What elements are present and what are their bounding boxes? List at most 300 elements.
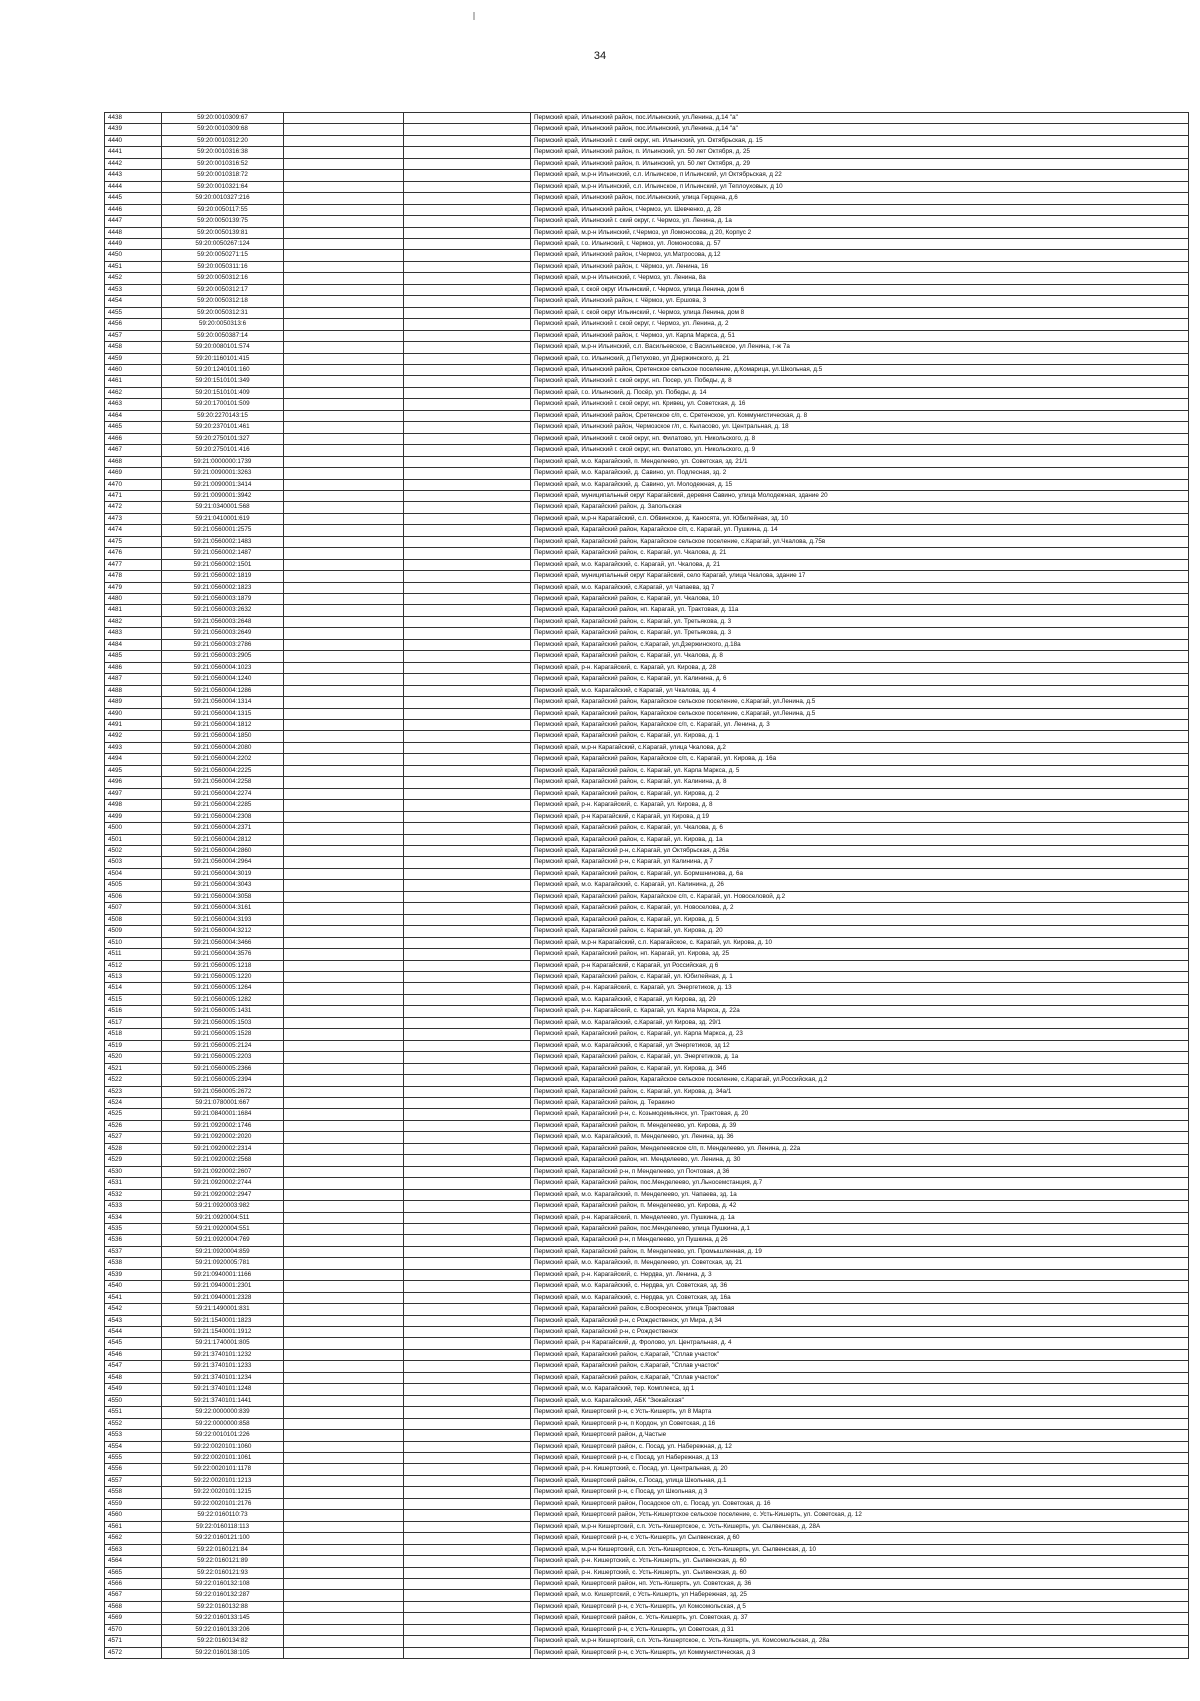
empty-cell <box>404 937 531 948</box>
cadastral-number-cell: 59:21:0920005:781 <box>162 1258 284 1269</box>
cadastral-number-cell: 59:22:0020101:1061 <box>162 1453 284 1464</box>
cadastral-number-cell: 59:22:0020101:1215 <box>162 1487 284 1498</box>
empty-cell <box>404 468 531 479</box>
table-row <box>105 1338 1189 1349</box>
empty-cell <box>404 1120 531 1131</box>
cadastral-number-cell: 59:20:1510101:349 <box>162 376 284 387</box>
table-row <box>105 777 1189 788</box>
table-row <box>105 468 1189 479</box>
table-row <box>105 1613 1189 1624</box>
empty-cell <box>404 445 531 456</box>
cadastral-number-cell: 59:22:0160133:206 <box>162 1624 284 1635</box>
empty-cell <box>284 1246 404 1257</box>
row-number-cell: 4482 <box>105 616 162 627</box>
empty-cell <box>284 571 404 582</box>
row-number-cell: 4534 <box>105 1212 162 1223</box>
empty-cell <box>284 468 404 479</box>
empty-cell <box>404 1430 531 1441</box>
empty-cell <box>284 273 404 284</box>
row-number-cell: 4502 <box>105 846 162 857</box>
address-cell: Пермский край, г. ской округ Ильинский, г. Чермоз, улица Ленина, дом 6 <box>531 284 1189 295</box>
row-number-cell: 4456 <box>105 319 162 330</box>
empty-cell <box>404 834 531 845</box>
address-cell: Пермский край, Карагайский район, нп. Менделеево, ул. Ленина, д. 30 <box>531 1155 1189 1166</box>
cadastral-number-cell: 59:21:0090001:3263 <box>162 468 284 479</box>
empty-cell <box>404 1624 531 1635</box>
row-number-cell: 4438 <box>105 113 162 124</box>
cadastral-number-cell: 59:21:0560004:2371 <box>162 823 284 834</box>
cadastral-number-cell: 59:21:0560002:1823 <box>162 582 284 593</box>
address-cell: Пермский край, Карагайский район, с. Карагай, ул. Кирова, д. 20 <box>531 926 1189 937</box>
table-row <box>105 170 1189 181</box>
empty-cell <box>284 433 404 444</box>
cadastral-number-cell: 59:21:0560003:1879 <box>162 594 284 605</box>
empty-cell <box>284 742 404 753</box>
table-row <box>105 834 1189 845</box>
cadastral-number-cell: 59:21:0920004:511 <box>162 1212 284 1223</box>
row-number-cell: 4569 <box>105 1613 162 1624</box>
row-number-cell: 4542 <box>105 1304 162 1315</box>
table-row <box>105 1052 1189 1063</box>
empty-cell <box>284 1178 404 1189</box>
empty-cell <box>284 937 404 948</box>
empty-cell <box>404 261 531 272</box>
empty-cell <box>404 571 531 582</box>
table-row <box>105 1361 1189 1372</box>
empty-cell <box>404 399 531 410</box>
empty-cell <box>284 1430 404 1441</box>
empty-cell <box>404 1556 531 1567</box>
empty-cell <box>404 777 531 788</box>
address-cell: Пермский край, Карагайский район, с.Карагай, "Сплав участок" <box>531 1349 1189 1360</box>
cadastral-number-cell: 59:21:0920002:2947 <box>162 1189 284 1200</box>
table-row <box>105 479 1189 490</box>
table-row <box>105 1498 1189 1509</box>
address-cell: Пермский край, Карагайский район, с. Карагай, ул. Кирова, д. 34б <box>531 1063 1189 1074</box>
empty-cell <box>284 765 404 776</box>
empty-cell <box>404 605 531 616</box>
empty-cell <box>284 639 404 650</box>
row-number-cell: 4523 <box>105 1086 162 1097</box>
table-row <box>105 594 1189 605</box>
row-number-cell: 4535 <box>105 1223 162 1234</box>
row-number-cell: 4494 <box>105 754 162 765</box>
empty-cell <box>284 1407 404 1418</box>
address-cell: Пермский край, Карагайский район, с. Карагай, ул. Чкалова, 10 <box>531 594 1189 605</box>
table-row <box>105 135 1189 146</box>
address-cell: Пермский край, Карагайский район, Карагайское с/п, с. Карагай, ул. Кирова, д. 16а <box>531 754 1189 765</box>
address-cell: Пермский край, Карагайский район, с. Карагай, ул. Калинина, д. 8 <box>531 777 1189 788</box>
table-row <box>105 1487 1189 1498</box>
cadastral-number-cell: 59:21:0560004:1315 <box>162 708 284 719</box>
empty-cell <box>284 227 404 238</box>
address-cell: Пермский край, г.о. Ильинский, д Петухово, ул Дзержинского, д. 21 <box>531 353 1189 364</box>
table-row <box>105 582 1189 593</box>
address-cell: Пермский край, Карагайский район, с. Карагай, ул. Кирова, д. 1а <box>531 834 1189 845</box>
row-number-cell: 4548 <box>105 1372 162 1383</box>
empty-cell <box>404 674 531 685</box>
table-row <box>105 1590 1189 1601</box>
empty-cell <box>284 410 404 421</box>
empty-cell <box>284 330 404 341</box>
row-number-cell: 4467 <box>105 445 162 456</box>
address-cell: Пермский край, Кишертский р-н, п Кордон, ул Советская, д 16 <box>531 1418 1189 1429</box>
empty-cell <box>284 1475 404 1486</box>
table-row <box>105 720 1189 731</box>
table-row <box>105 754 1189 765</box>
cadastral-number-cell: 59:21:0560004:2964 <box>162 857 284 868</box>
empty-cell <box>404 1269 531 1280</box>
empty-cell <box>404 422 531 433</box>
empty-cell <box>284 720 404 731</box>
address-cell: Пермский край, Карагайский район, с. Карагай, ул. Карла Маркса, д. 23 <box>531 1029 1189 1040</box>
empty-cell <box>284 1155 404 1166</box>
table-row <box>105 685 1189 696</box>
empty-cell <box>404 651 531 662</box>
empty-cell <box>404 1097 531 1108</box>
property-register-table <box>104 112 1189 1659</box>
table-row <box>105 273 1189 284</box>
table-row <box>105 616 1189 627</box>
row-number-cell: 4492 <box>105 731 162 742</box>
row-number-cell: 4520 <box>105 1052 162 1063</box>
empty-cell <box>284 548 404 559</box>
empty-cell <box>404 204 531 215</box>
empty-cell <box>404 238 531 249</box>
cadastral-number-cell: 59:21:0840001:1684 <box>162 1109 284 1120</box>
cadastral-number-cell: 59:22:0010101:226 <box>162 1430 284 1441</box>
address-cell: Пермский край, Карагайский район, с. Карагай, ул. Карла Маркса, д. 5 <box>531 765 1189 776</box>
empty-cell <box>284 685 404 696</box>
empty-cell <box>404 800 531 811</box>
address-cell: Пермский край, м.р-н Карагайский, с.п. Карагайское, с. Карагай, ул. Кирова, д. 10 <box>531 937 1189 948</box>
empty-cell <box>404 720 531 731</box>
row-number-cell: 4550 <box>105 1395 162 1406</box>
cadastral-number-cell: 59:20:0010327:216 <box>162 193 284 204</box>
address-cell: Пермский край, Карагайский р-н, с. Козьмодемьянск, ул. Трактовая, д. 20 <box>531 1109 1189 1120</box>
address-cell: Пермский край, Карагайский район, с. Карагай, ул. Кирова, д. 1 <box>531 731 1189 742</box>
address-cell: Пермский край, м.р-н Ильинский, г. Чермоз, ул. Ленина, 8а <box>531 273 1189 284</box>
table-row <box>105 949 1189 960</box>
empty-cell <box>284 731 404 742</box>
address-cell: Пермский край, Карагайский район, с. Карагай, ул. Бормшнинова, д. 6а <box>531 868 1189 879</box>
address-cell: Пермский край, р-н. Карагайский, п. Менделеево, ул. Пушкина, д. 1а <box>531 1212 1189 1223</box>
cadastral-number-cell: 59:21:0560004:2285 <box>162 800 284 811</box>
cadastral-number-cell: 59:21:0560004:3058 <box>162 891 284 902</box>
address-cell: Пермский край, м.о. Кишертский, с Усть-Кишерть, ул Набережная, зд. 25 <box>531 1590 1189 1601</box>
empty-cell <box>404 1372 531 1383</box>
table-row <box>105 1464 1189 1475</box>
empty-cell <box>404 1040 531 1051</box>
row-number-cell: 4524 <box>105 1097 162 1108</box>
address-cell: Пермский край, Карагайский район, с. Карагай, ул. Третьякова, д. 3 <box>531 628 1189 639</box>
row-number-cell: 4464 <box>105 410 162 421</box>
row-number-cell: 4512 <box>105 960 162 971</box>
table-row <box>105 628 1189 639</box>
empty-cell <box>284 1395 404 1406</box>
row-number-cell: 4505 <box>105 880 162 891</box>
row-number-cell: 4465 <box>105 422 162 433</box>
row-number-cell: 4527 <box>105 1132 162 1143</box>
address-cell: Пермский край, м.о. Карагайский, п. Менделеево, ул. Советская, зд. 21 <box>531 1258 1189 1269</box>
table-row <box>105 765 1189 776</box>
empty-cell <box>284 1258 404 1269</box>
row-number-cell: 4470 <box>105 479 162 490</box>
empty-cell <box>284 135 404 146</box>
empty-cell <box>404 1201 531 1212</box>
row-number-cell: 4439 <box>105 124 162 135</box>
empty-cell <box>404 1292 531 1303</box>
row-number-cell: 4572 <box>105 1647 162 1658</box>
table-row <box>105 903 1189 914</box>
table-row <box>105 937 1189 948</box>
empty-cell <box>404 376 531 387</box>
cadastral-number-cell: 59:21:0920002:2314 <box>162 1143 284 1154</box>
row-number-cell: 4507 <box>105 903 162 914</box>
address-cell: Пермский край, Ильинский район, г. Чермоз, ул. Карла Маркса, д. 51 <box>531 330 1189 341</box>
empty-cell <box>284 662 404 673</box>
empty-cell <box>404 971 531 982</box>
empty-cell <box>404 662 531 673</box>
cadastral-number-cell: 59:21:0560005:1218 <box>162 960 284 971</box>
table-row <box>105 1223 1189 1234</box>
address-cell: Пермский край, Ильинский район, г. Чёрмоз, ул. Ершова, 3 <box>531 296 1189 307</box>
table-row <box>105 216 1189 227</box>
row-number-cell: 4458 <box>105 342 162 353</box>
empty-cell <box>404 1464 531 1475</box>
address-cell: Пермский край, Карагайский район, пос.Менделеево, улица Пушкина, д.1 <box>531 1223 1189 1234</box>
empty-cell <box>404 949 531 960</box>
empty-cell <box>284 193 404 204</box>
cadastral-number-cell: 59:22:0000000:839 <box>162 1407 284 1418</box>
empty-cell <box>284 1097 404 1108</box>
cadastral-number-cell: 59:21:0560005:2672 <box>162 1086 284 1097</box>
row-number-cell: 4466 <box>105 433 162 444</box>
cadastral-number-cell: 59:21:0920003:982 <box>162 1201 284 1212</box>
cadastral-number-cell: 59:21:1740001:805 <box>162 1338 284 1349</box>
empty-cell <box>284 1143 404 1154</box>
address-cell: Пермский край, Кишертский район, д.Частые <box>531 1430 1189 1441</box>
empty-cell <box>404 1109 531 1120</box>
empty-cell <box>404 1338 531 1349</box>
empty-cell <box>284 1304 404 1315</box>
empty-cell <box>404 548 531 559</box>
empty-cell <box>404 227 531 238</box>
row-number-cell: 4551 <box>105 1407 162 1418</box>
empty-cell <box>404 387 531 398</box>
empty-cell <box>404 319 531 330</box>
empty-cell <box>404 708 531 719</box>
cadastral-number-cell: 59:21:0940001:1166 <box>162 1269 284 1280</box>
address-cell: Пермский край, м.о. Карагайский, с. Нердва, ул. Советская, зд. 16а <box>531 1292 1189 1303</box>
table-row <box>105 433 1189 444</box>
table-row <box>105 1292 1189 1303</box>
address-cell: Пермский край, м.о. Карагайский, п. Менделеево, ул. Ленина, зд. 36 <box>531 1132 1189 1143</box>
table-row <box>105 250 1189 261</box>
address-cell: Пермский край, Ильинский г. ской округ, нп. Кривец, ул. Советская, д. 16 <box>531 399 1189 410</box>
empty-cell <box>284 1189 404 1200</box>
empty-cell <box>284 674 404 685</box>
cadastral-number-cell: 59:21:0560004:2258 <box>162 777 284 788</box>
row-number-cell: 4544 <box>105 1327 162 1338</box>
empty-cell <box>404 1178 531 1189</box>
table-row <box>105 1407 1189 1418</box>
cadastral-number-cell: 59:20:0050271:15 <box>162 250 284 261</box>
empty-cell <box>284 1086 404 1097</box>
empty-cell <box>284 983 404 994</box>
row-number-cell: 4563 <box>105 1544 162 1555</box>
table-row <box>105 1418 1189 1429</box>
row-number-cell: 4447 <box>105 216 162 227</box>
row-number-cell: 4449 <box>105 238 162 249</box>
empty-cell <box>404 330 531 341</box>
row-number-cell: 4487 <box>105 674 162 685</box>
cadastral-number-cell: 59:21:0940001:2301 <box>162 1281 284 1292</box>
empty-cell <box>284 1269 404 1280</box>
cadastral-number-cell: 59:21:0560004:2202 <box>162 754 284 765</box>
address-cell: Пермский край, р-н. Карагайский, с. Карагай, ул. Карла Маркса, д. 22а <box>531 1006 1189 1017</box>
address-cell: Пермский край, Кишертский район, с.Посад, улица Школьная, д.1 <box>531 1475 1189 1486</box>
empty-cell <box>404 536 531 547</box>
row-number-cell: 4500 <box>105 823 162 834</box>
empty-cell <box>404 1498 531 1509</box>
row-number-cell: 4555 <box>105 1453 162 1464</box>
empty-cell <box>284 399 404 410</box>
empty-cell <box>284 319 404 330</box>
empty-cell <box>284 387 404 398</box>
address-cell: Пермский край, м.р-н Ильинский, с.п. Ильинское, п Ильинский, ул Теплоуховых, д 10 <box>531 181 1189 192</box>
empty-cell <box>404 811 531 822</box>
empty-cell <box>404 433 531 444</box>
empty-cell <box>404 135 531 146</box>
cadastral-number-cell: 59:22:0160132:287 <box>162 1590 284 1601</box>
row-number-cell: 4474 <box>105 525 162 536</box>
empty-cell <box>284 124 404 135</box>
empty-cell <box>404 960 531 971</box>
row-number-cell: 4489 <box>105 697 162 708</box>
row-number-cell: 4519 <box>105 1040 162 1051</box>
address-cell: Пермский край, м.о. Карагайский, с Карагай, ул Энергетиков, зд 12 <box>531 1040 1189 1051</box>
row-number-cell: 4570 <box>105 1624 162 1635</box>
empty-cell <box>404 1052 531 1063</box>
row-number-cell: 4457 <box>105 330 162 341</box>
empty-cell <box>404 594 531 605</box>
empty-cell <box>284 307 404 318</box>
row-number-cell: 4517 <box>105 1017 162 1028</box>
empty-cell <box>284 651 404 662</box>
empty-cell <box>284 250 404 261</box>
empty-cell <box>284 880 404 891</box>
row-number-cell: 4566 <box>105 1579 162 1590</box>
table-row <box>105 1647 1189 1658</box>
row-number-cell: 4484 <box>105 639 162 650</box>
cadastral-number-cell: 59:21:0560002:1819 <box>162 571 284 582</box>
table-row <box>105 1327 1189 1338</box>
empty-cell <box>404 1487 531 1498</box>
cadastral-number-cell: 59:21:0560004:1023 <box>162 662 284 673</box>
empty-cell <box>404 1407 531 1418</box>
row-number-cell: 4510 <box>105 937 162 948</box>
table-row <box>105 1281 1189 1292</box>
address-cell: Пермский край, р-н. Кишертский, с. Посад, ул. Центральная, д. 20 <box>531 1464 1189 1475</box>
empty-cell <box>404 559 531 570</box>
table-row <box>105 1315 1189 1326</box>
empty-cell <box>404 1075 531 1086</box>
table-row <box>105 639 1189 650</box>
empty-cell <box>284 1361 404 1372</box>
row-number-cell: 4499 <box>105 811 162 822</box>
cadastral-number-cell: 59:22:0160121:84 <box>162 1544 284 1555</box>
table-row <box>105 1143 1189 1154</box>
table-row <box>105 823 1189 834</box>
row-number-cell: 4506 <box>105 891 162 902</box>
cadastral-number-cell: 59:21:0560004:2812 <box>162 834 284 845</box>
row-number-cell: 4559 <box>105 1498 162 1509</box>
row-number-cell: 4503 <box>105 857 162 868</box>
table-row <box>105 1441 1189 1452</box>
row-number-cell: 4496 <box>105 777 162 788</box>
row-number-cell: 4522 <box>105 1075 162 1086</box>
address-cell: Пермский край, Кишертский р-н, с Усть-Кишерть, ул 8 Марта <box>531 1407 1189 1418</box>
address-cell: Пермский край, Карагайский р-н, п Менделеево, ул Почтовая, д 36 <box>531 1166 1189 1177</box>
row-number-cell: 4476 <box>105 548 162 559</box>
cadastral-number-cell: 59:21:0560004:1240 <box>162 674 284 685</box>
row-number-cell: 4530 <box>105 1166 162 1177</box>
table-row <box>105 857 1189 868</box>
row-number-cell: 4471 <box>105 490 162 501</box>
cadastral-number-cell: 59:21:0560004:1850 <box>162 731 284 742</box>
row-number-cell: 4488 <box>105 685 162 696</box>
table-row <box>105 811 1189 822</box>
table-row <box>105 1533 1189 1544</box>
cadastral-number-cell: 59:21:0560003:2905 <box>162 651 284 662</box>
row-number-cell: 4498 <box>105 800 162 811</box>
row-number-cell: 4537 <box>105 1246 162 1257</box>
address-cell: Пермский край, м.р-н Карагайский, с.Карагай, улица Чкалова, д.2 <box>531 742 1189 753</box>
cadastral-number-cell: 59:20:0010309:67 <box>162 113 284 124</box>
empty-cell <box>404 456 531 467</box>
empty-cell <box>284 788 404 799</box>
table-row <box>105 1097 1189 1108</box>
empty-cell <box>284 1338 404 1349</box>
empty-cell <box>404 1258 531 1269</box>
empty-cell <box>284 994 404 1005</box>
empty-cell <box>284 834 404 845</box>
row-number-cell: 4556 <box>105 1464 162 1475</box>
row-number-cell: 4442 <box>105 158 162 169</box>
address-cell: Пермский край, Карагайский район, с. Карагай, ул. Новоселова, д. 2 <box>531 903 1189 914</box>
empty-cell <box>404 1590 531 1601</box>
table-row <box>105 1567 1189 1578</box>
cadastral-number-cell: 59:21:0560005:1503 <box>162 1017 284 1028</box>
empty-cell <box>404 880 531 891</box>
cadastral-number-cell: 59:20:2750101:416 <box>162 445 284 456</box>
empty-cell <box>404 754 531 765</box>
address-cell: Пермский край, Карагайский р-н, с.Карагай, ул Октябрьская, д 26а <box>531 846 1189 857</box>
empty-cell <box>404 1510 531 1521</box>
address-cell: Пермский край, Карагайский район, Менделеевское с/п, п. Менделеево, ул. Ленина, д. 22а <box>531 1143 1189 1154</box>
table-row <box>105 513 1189 524</box>
cadastral-number-cell: 59:22:0160138:105 <box>162 1647 284 1658</box>
row-number-cell: 4443 <box>105 170 162 181</box>
cadastral-number-cell: 59:21:1490001:831 <box>162 1304 284 1315</box>
row-number-cell: 4536 <box>105 1235 162 1246</box>
empty-cell <box>404 1212 531 1223</box>
row-number-cell: 4545 <box>105 1338 162 1349</box>
table-row <box>105 422 1189 433</box>
table-row <box>105 342 1189 353</box>
table-row <box>105 800 1189 811</box>
